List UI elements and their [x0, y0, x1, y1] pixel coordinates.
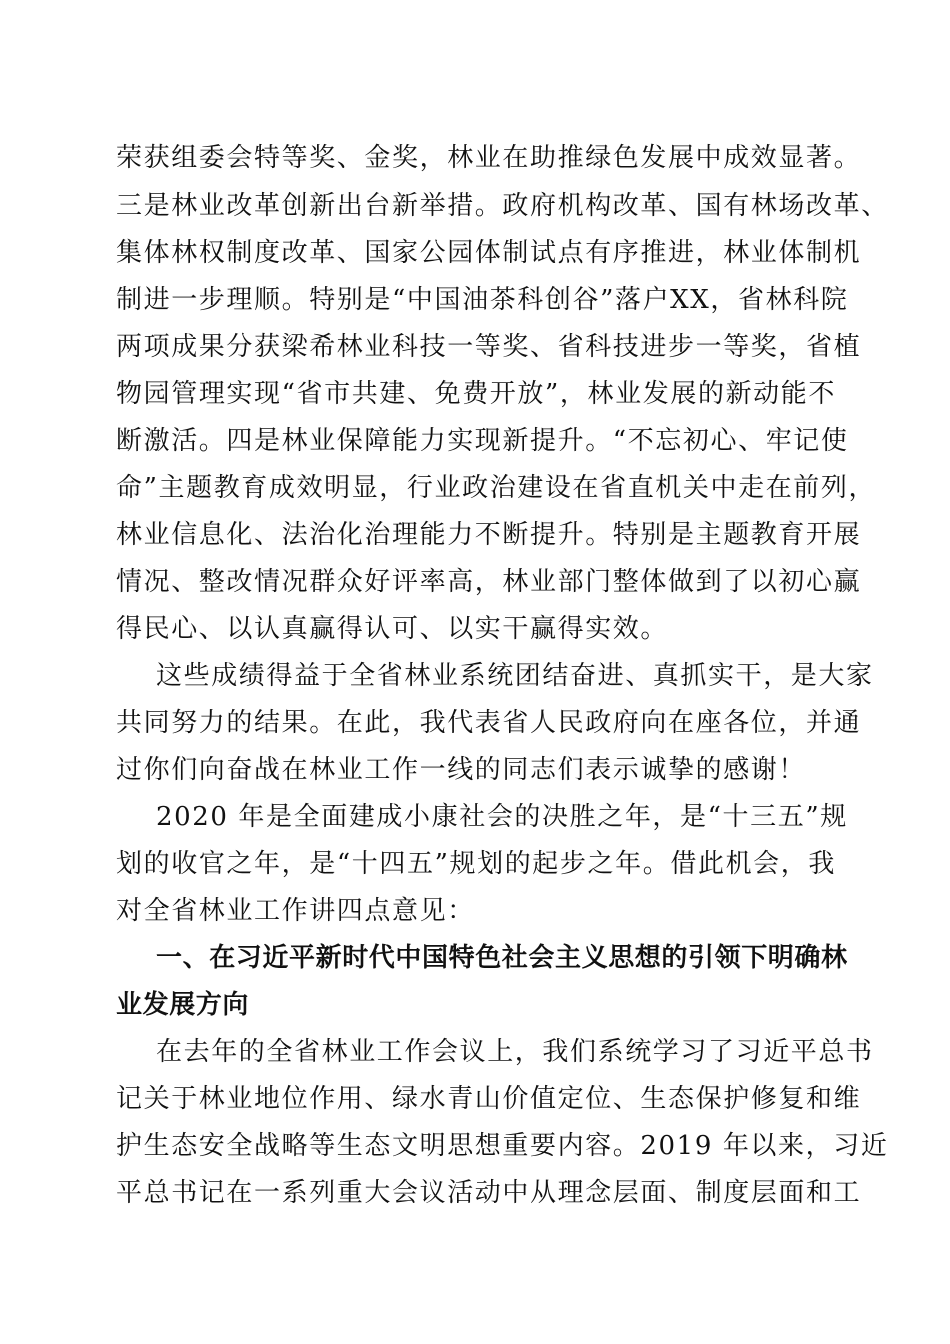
paragraph-line: 过你们向奋战在林业工作一线的同志们表示诚挚的感谢！ [116, 755, 807, 785]
paragraph-line: 对全省林业工作讲四点意见： [116, 896, 475, 926]
paragraph-line: 命”主题教育成效明显，行业政治建设在省直机关中走在前列， [116, 473, 877, 503]
paragraph-line: 平总书记在一系列重大会议活动中从理念层面、制度层面和工 [116, 1178, 862, 1208]
paragraph-line: 划的收官之年，是“十四五”规划的起步之年。借此机会，我 [116, 849, 836, 879]
paragraph-line: 两项成果分获梁希林业科技一等奖、省科技进步一等奖，省植 [116, 332, 862, 362]
paragraph-line: 记关于林业地位作用、绿水青山价值定位、生态保护修复和维 [116, 1084, 862, 1114]
paragraph-line: 三是林业改革创新出台新举措。政府机构改革、国有林场改革、 [116, 191, 889, 221]
paragraph-line: 这些成绩得益于全省林业系统团结奋进、真抓实干，是大家 [156, 661, 874, 691]
paragraph-line: 集体林权制度改革、国家公园体制试点有序推进，林业体制机 [116, 238, 862, 268]
paragraph-line: 断激活。四是林业保障能力实现新提升。“不忘初心、牢记使 [116, 426, 849, 456]
section-heading: 业发展方向 [116, 990, 250, 1020]
paragraph-line: 在去年的全省林业工作会议上，我们系统学习了习近平总书 [156, 1037, 874, 1067]
paragraph-line: 护生态安全战略等生态文明思想重要内容。2019 年以来，习近 [116, 1131, 889, 1161]
paragraph-line: 林业信息化、法治化治理能力不断提升。特别是主题教育开展 [116, 520, 862, 550]
paragraph-line: 情况、整改情况群众好评率高，林业部门整体做到了以初心赢 [116, 567, 862, 597]
paragraph-line: 共同努力的结果。在此，我代表省人民政府向在座各位，并通 [116, 708, 862, 738]
paragraph-line: 得民心、以认真赢得认可、以实干赢得实效。 [116, 614, 669, 644]
paragraph-line: 2020 年是全面建成小康社会的决胜之年，是“十三五”规 [156, 802, 848, 832]
section-heading: 一、在习近平新时代中国特色社会主义思想的引领下明确林 [156, 943, 848, 973]
paragraph-line: 物园管理实现“省市共建、免费开放”，林业发展的新动能不 [116, 379, 836, 409]
paragraph-line: 荣获组委会特等奖、金奖，林业在助推绿色发展中成效显著。 [116, 143, 862, 173]
paragraph-line: 制进一步理顺。特别是“中国油茶科创谷”落户XX，省林科院 [116, 285, 849, 315]
